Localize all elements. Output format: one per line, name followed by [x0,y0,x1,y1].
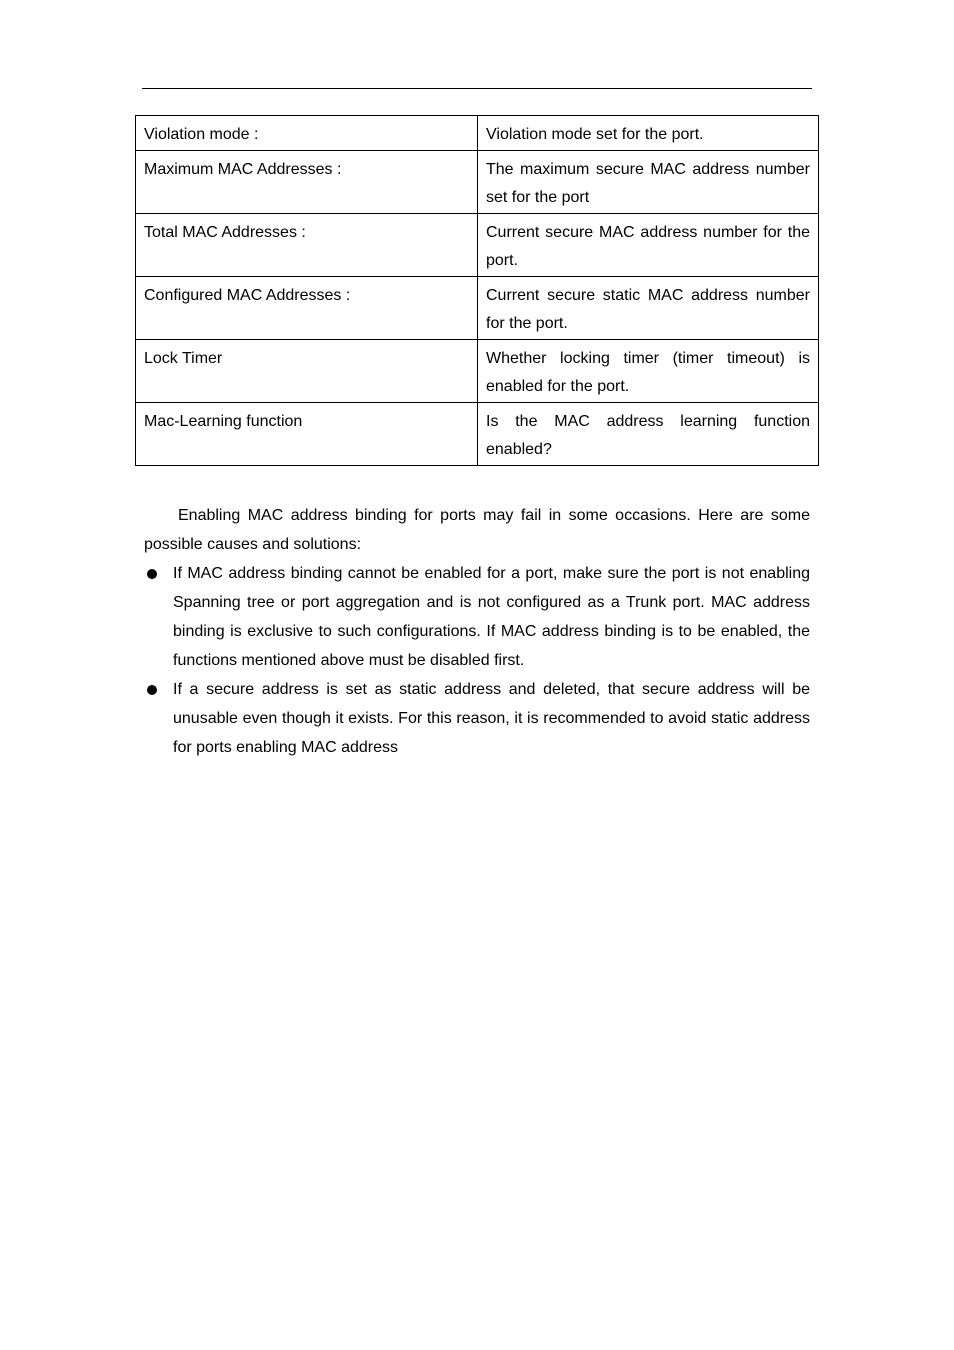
table-row [136,402,819,465]
list-item-text: If MAC address binding cannot be enabled for a port, make sure the port is not enabling Spanning tree or port aggregation and is not configured as a Trunk port. MAC address binding is exclusive to such configurations. If MAC address binding is to be enabled, the functions mentioned above must be disabled first. [173,565,810,669]
list-item [144,675,810,762]
field-description-cell: Current secure MAC address number for the port. [478,213,819,276]
bullet-icon [147,569,157,579]
port-security-fields-table [135,115,819,466]
field-description-cell: The maximum secure MAC address number set for the port [478,150,819,213]
table-row [136,339,819,402]
field-name-cell: Lock Timer [136,339,478,402]
field-name-cell: Total MAC Addresses : [136,213,478,276]
field-description-cell: Violation mode set for the port. [478,116,819,151]
list-item [144,559,810,675]
list-item-text: If a secure address is set as static address and deleted, that secure address will be unusable even though it exists. For this reason, it is recommended to avoid static address for ports enabling MAC address [173,681,810,756]
bullet-icon [147,685,157,695]
field-description-cell: Current secure static MAC address number for the port. [478,276,819,339]
intro-paragraph: Enabling MAC address binding for ports may fail in some occasions. Here are some possible causes and solutions: [144,507,810,553]
header-rule [142,88,812,89]
field-name-cell: Configured MAC Addresses : [136,276,478,339]
field-name-cell: Violation mode : [136,116,478,151]
field-description-cell: Whether locking timer (timer timeout) is enabled for the port. [478,339,819,402]
field-description-cell: Is the MAC address learning function enabled? [478,402,819,465]
table-row [136,276,819,339]
field-name-cell: Maximum MAC Addresses : [136,150,478,213]
troubleshooting-section [144,501,810,762]
field-name-cell: Mac-Learning function [136,402,478,465]
table-row [136,150,819,213]
causes-list [144,559,810,762]
table-row [136,116,819,151]
table-row [136,213,819,276]
